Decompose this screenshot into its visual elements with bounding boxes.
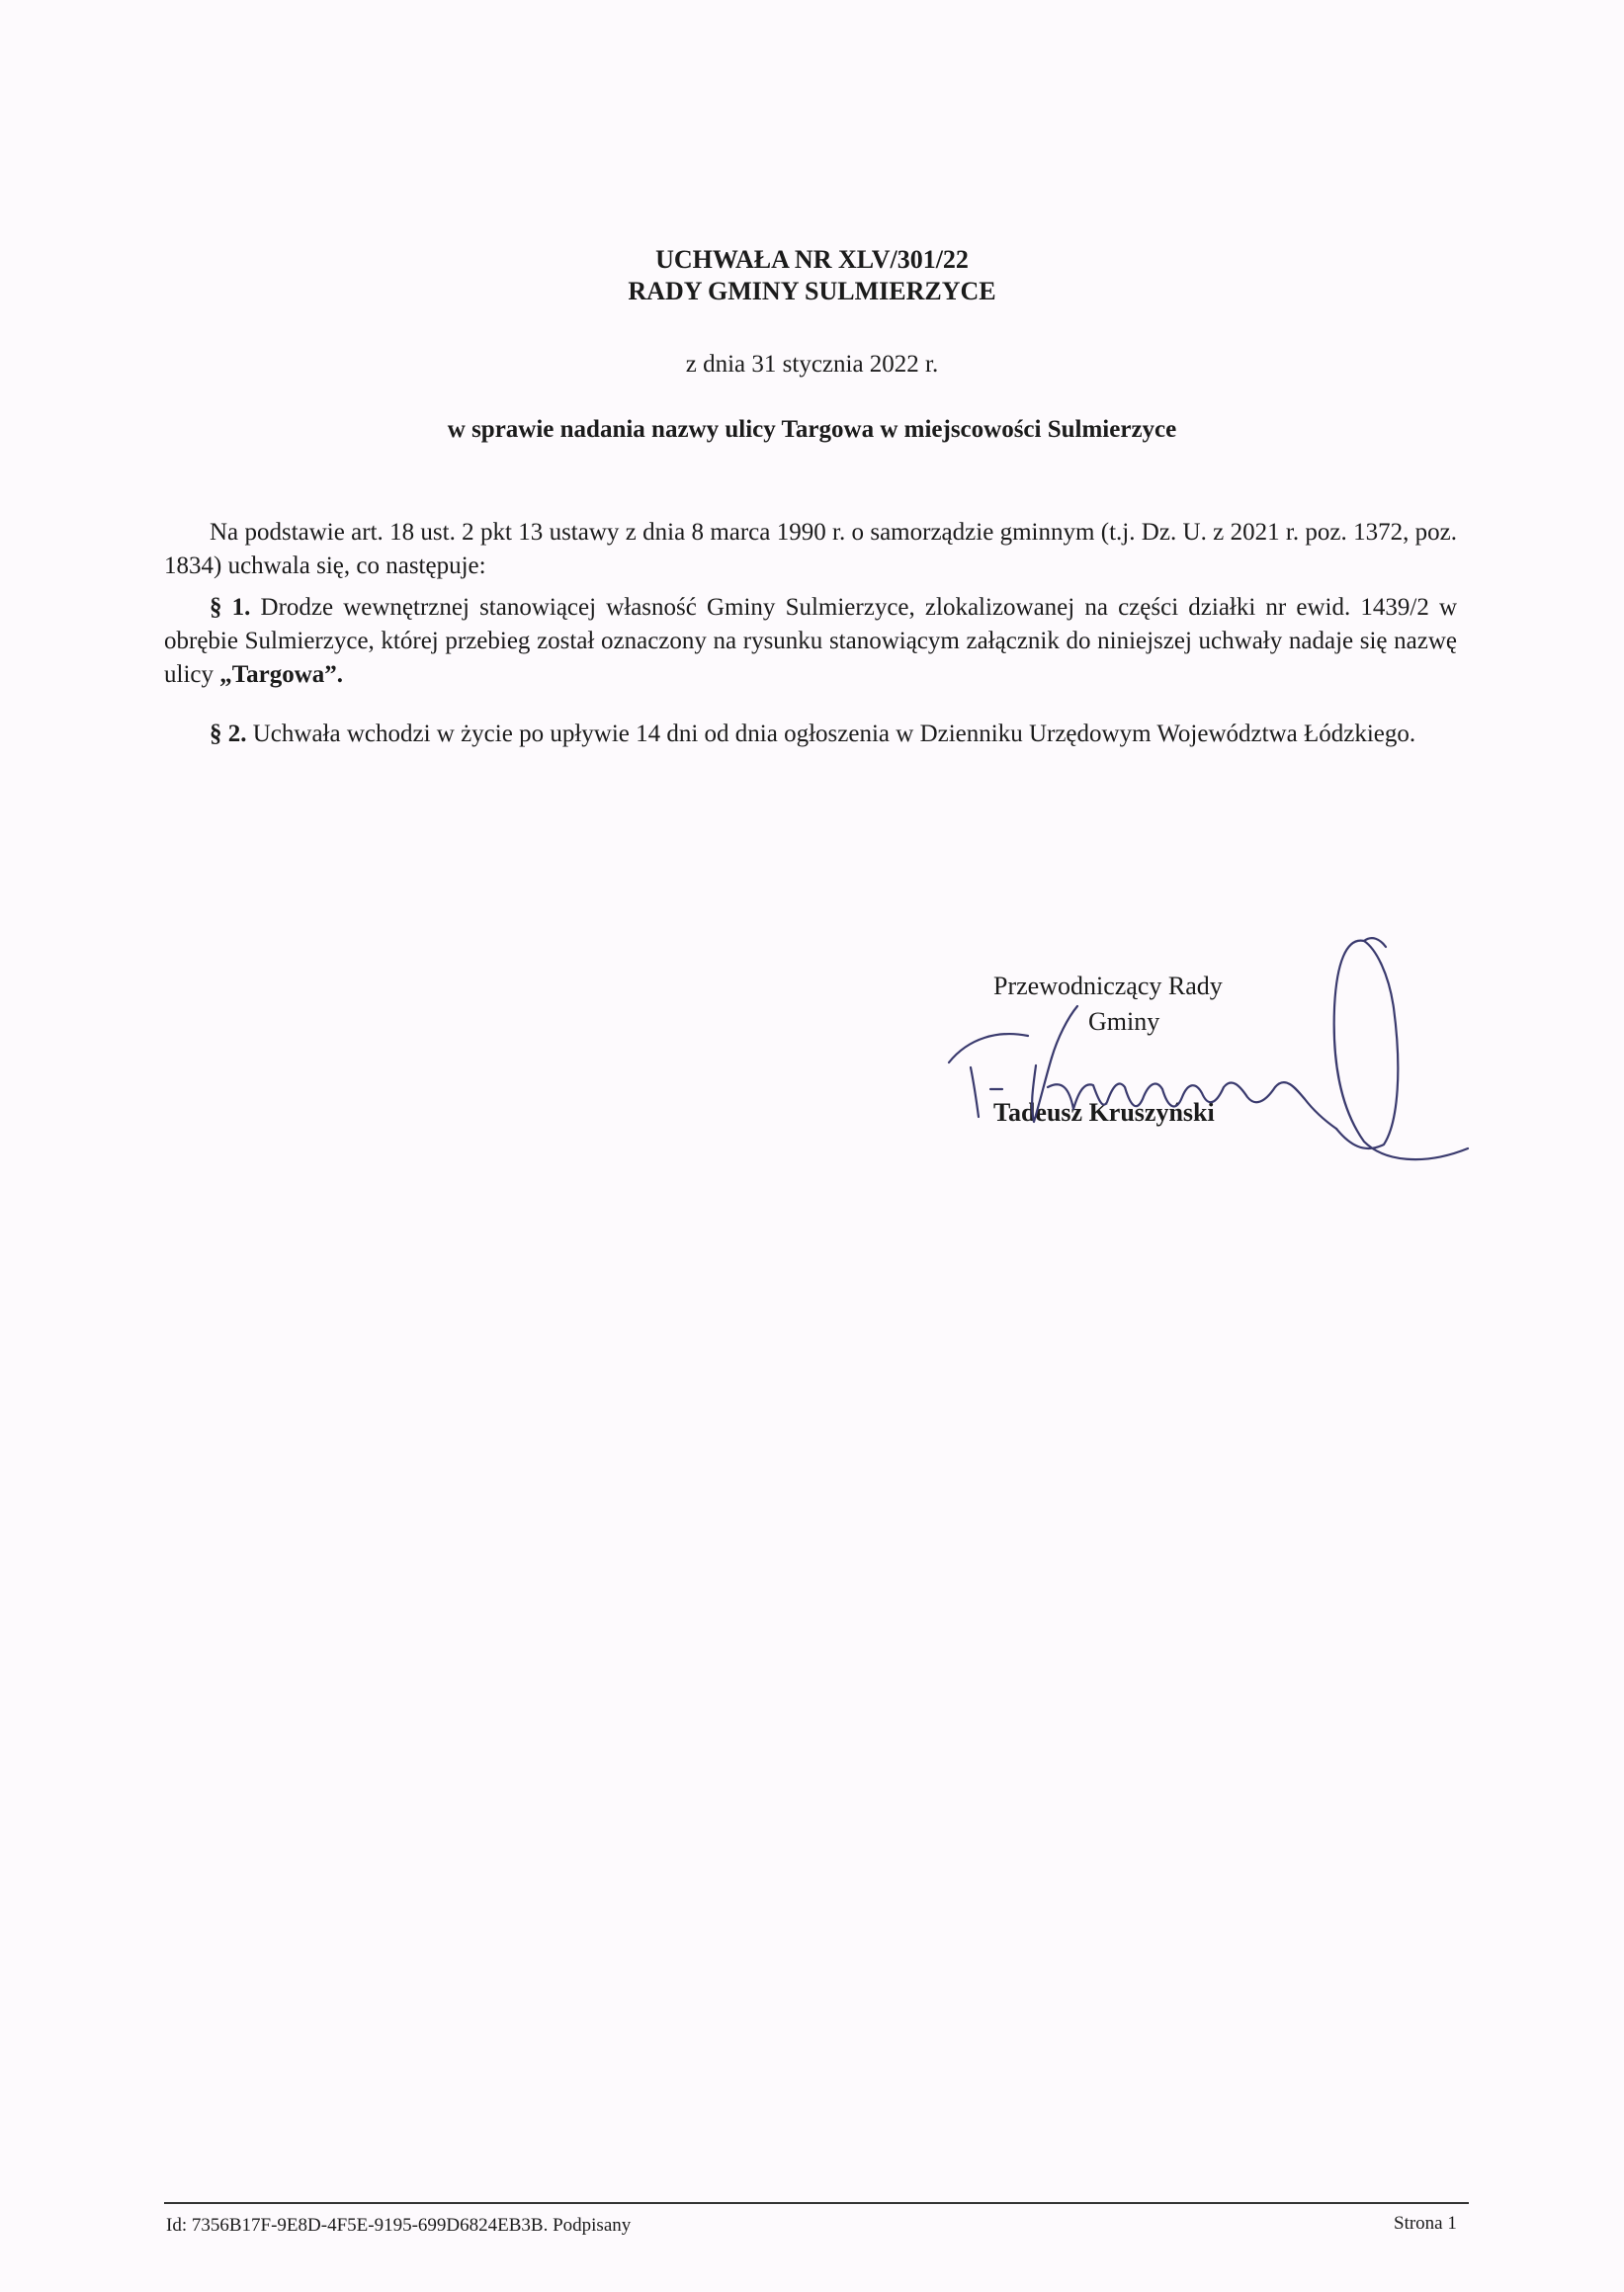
section-2-marker: § 2. <box>210 721 247 747</box>
legal-basis-text: Na podstawie art. 18 ust. 2 pkt 13 ustawy z dnia 8 marca 1990 r. o samorządzie gminnym (t.j. Dz. U. z 2021 r. poz. 1372, poz. 1834) uchwala się, co następuje: <box>164 519 1457 579</box>
resolution-number: UCHWAŁA NR XLV/301/22 <box>655 245 969 274</box>
issuing-body: RADY GMINY SULMIERZYCE <box>628 277 996 305</box>
signatory-role-line2: Gminy <box>1088 1007 1160 1036</box>
legal-basis-paragraph <box>164 516 1457 583</box>
section-2-text: Uchwała wchodzi w życie po upływie 14 dni od dnia ogłoszenia w Dzienniku Urzędowym Województwa Łódzkiego. <box>246 721 1416 747</box>
section-1-paragraph <box>164 591 1457 692</box>
footer-divider <box>164 2202 1469 2204</box>
section-1-text: Drodze wewnętrznej stanowiącej własność Gminy Sulmierzyce, zlokalizowanej na części działki nr ewid. 1439/2 w obrębie Sulmierzyce, której przebieg został oznaczony na rysunku stanowiącym załącznik do niniejszej uchwały nadaje się nazwę ulicy <box>164 594 1458 688</box>
signatory-role-line1: Przewodniczący Rady <box>993 972 1223 1000</box>
resolution-date: z dnia 31 stycznia 2022 r. <box>685 351 939 378</box>
section-2-paragraph <box>164 718 1457 751</box>
page-number: Strona 1 <box>1394 2213 1457 2234</box>
resolution-subject: w sprawie nadania nazwy ulicy Targowa w miejscowości Sulmierzyce <box>447 416 1177 443</box>
signatory-name: Tadeusz Kruszyński <box>993 1098 1215 1127</box>
section-1-marker: § 1. <box>210 594 251 621</box>
street-name: „Targowa”. <box>219 661 344 688</box>
document-id: Id: 7356B17F-9E8D-4F5E-9195-699D6824EB3B. Podpisany <box>166 2215 632 2236</box>
handwritten-signature <box>929 919 1502 1166</box>
